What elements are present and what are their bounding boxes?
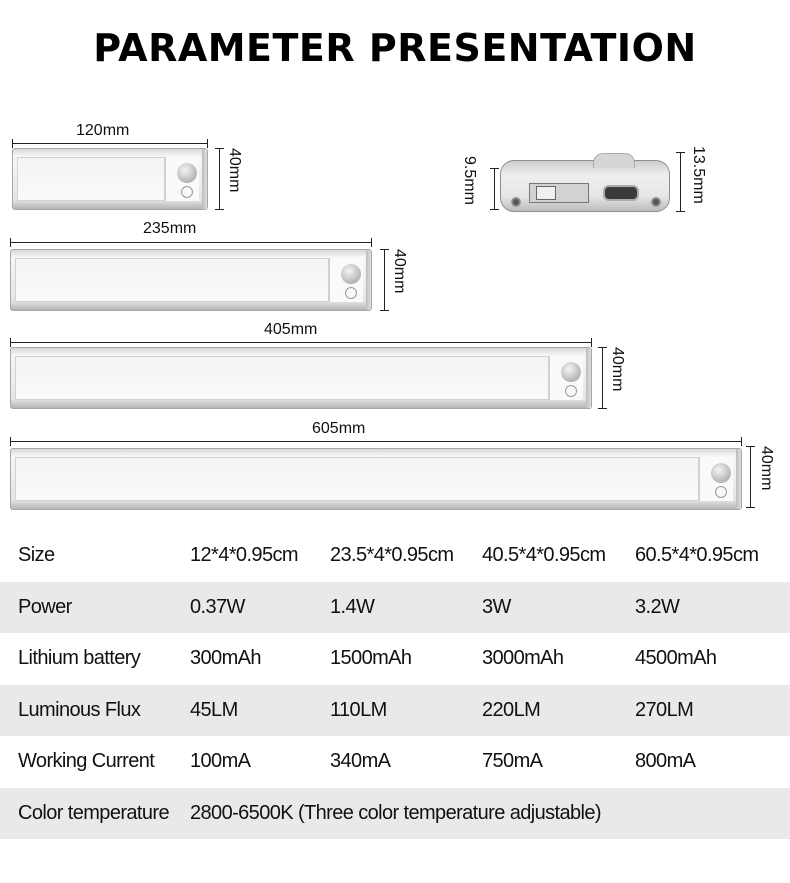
cell-value: 800mA	[635, 750, 696, 773]
width-label-3: 40mm	[609, 347, 626, 392]
row-label: Lithium battery	[18, 647, 141, 670]
motion-sensor-icon	[177, 163, 197, 183]
power-button-icon	[181, 186, 193, 198]
cell-value: 750mA	[482, 750, 543, 773]
table-row-battery	[0, 633, 790, 685]
dimension-label-235: 235mm	[143, 220, 197, 237]
table-row-working-current	[0, 736, 790, 788]
table-row-size	[0, 530, 790, 582]
cell-value: 45LM	[190, 685, 330, 737]
dimension-line-width-3	[602, 347, 603, 409]
dimension-line-9-5	[494, 168, 495, 210]
page-title: PARAMETER PRESENTATION	[93, 26, 697, 70]
cell-value: 300mAh	[190, 647, 261, 670]
cell-value: 110LM	[330, 685, 482, 737]
cell-value: 23.5*4*0.95cm	[330, 544, 454, 567]
spec-table	[0, 530, 790, 839]
table-row-luminous-flux	[0, 685, 790, 737]
cell-value: 2800-6500K (Three color temperature adjustable)	[190, 788, 790, 840]
cell-value: 100mA	[190, 750, 251, 773]
end-view-profile	[500, 160, 670, 212]
row-label: Size	[18, 544, 55, 567]
dimension-label-605: 605mm	[312, 420, 366, 437]
cell-value: 40.5*4*0.95cm	[482, 544, 606, 567]
dimension-line-605	[10, 441, 742, 442]
power-button-icon	[565, 385, 577, 397]
dimension-line-405	[10, 342, 592, 343]
slide-switch-icon	[529, 183, 589, 203]
row-label: Power	[0, 582, 190, 634]
table-row-color-temperature	[0, 788, 790, 840]
motion-sensor-icon	[561, 362, 581, 382]
light-bar-235mm	[10, 249, 372, 311]
cell-value: 270LM	[635, 685, 790, 737]
dimension-label-120: 120mm	[76, 122, 130, 139]
row-label: Working Current	[18, 750, 155, 773]
dimension-line-width-4	[750, 446, 751, 508]
table-row-power	[0, 582, 790, 634]
dimension-line-width-1	[219, 148, 220, 210]
end-height-label-large: 13.5mm	[690, 146, 707, 204]
cell-value: 4500mAh	[635, 647, 717, 670]
cell-value: 340mA	[330, 750, 391, 773]
screw-icon	[651, 197, 661, 207]
cell-value: 0.37W	[190, 582, 330, 634]
light-bar-405mm	[10, 347, 592, 409]
row-label: Luminous Flux	[0, 685, 190, 737]
sensor-dome-icon	[593, 153, 635, 168]
usb-c-port-icon	[603, 185, 639, 201]
light-bar-120mm	[12, 148, 208, 210]
motion-sensor-icon	[341, 264, 361, 284]
width-label-4: 40mm	[758, 446, 775, 491]
light-bar-605mm	[10, 448, 742, 510]
width-label-1: 40mm	[226, 148, 243, 193]
screw-icon	[511, 197, 521, 207]
width-label-2: 40mm	[391, 249, 408, 294]
power-button-icon	[345, 287, 357, 299]
end-height-label-small: 9.5mm	[461, 156, 478, 205]
dimension-label-405: 405mm	[264, 321, 318, 338]
motion-sensor-icon	[711, 463, 731, 483]
cell-value: 3W	[482, 582, 635, 634]
cell-value: 60.5*4*0.95cm	[635, 544, 759, 567]
cell-value: 3.2W	[635, 582, 790, 634]
cell-value: 3000mAh	[482, 647, 564, 670]
dimension-line-120	[12, 143, 208, 144]
row-label: Color temperature	[0, 788, 190, 840]
power-button-icon	[715, 486, 727, 498]
cell-value: 1.4W	[330, 582, 482, 634]
cell-value: 220LM	[482, 685, 635, 737]
dimension-line-13-5	[680, 152, 681, 212]
cell-value: 1500mAh	[330, 647, 412, 670]
dimension-line-width-2	[384, 249, 385, 311]
cell-value: 12*4*0.95cm	[190, 544, 298, 567]
dimension-line-235	[10, 242, 372, 243]
